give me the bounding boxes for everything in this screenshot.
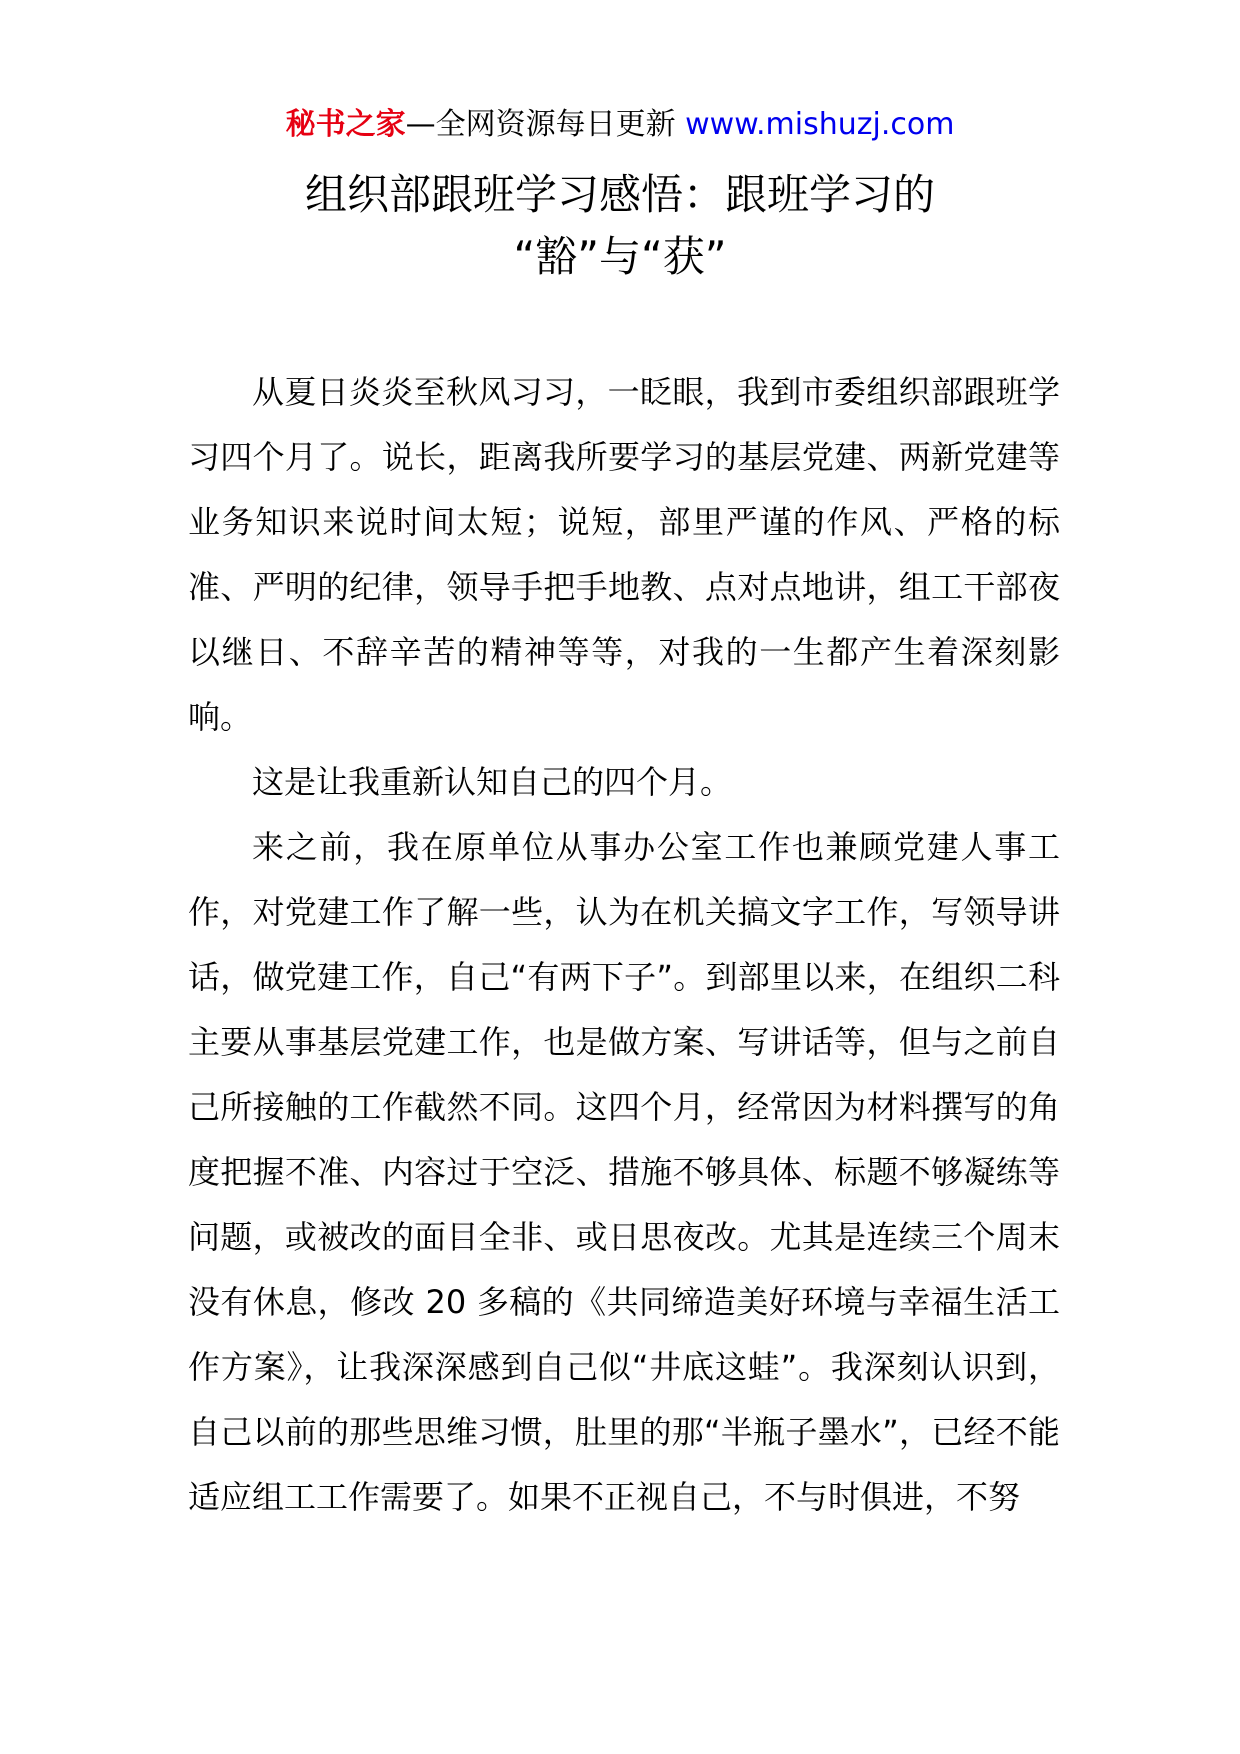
- site-header: [0, 100, 1240, 150]
- title-line-2: “豁”与“获”: [513, 232, 727, 281]
- paragraph-2: 这是让我重新认知自己的四个月。: [252, 763, 733, 801]
- brand-name: 秘书之家: [285, 107, 406, 142]
- paragraph-1: 从夏日炎炎至秋风习习，一眨眼，我到市委组织部跟班学习四个月了。说长，距离我所要学习的基层党建、两新党建等业务知识来说时间太短；说短，部里严谨的作风、严格的标准、严明的纪律，领导手把手地教、点对点地讲，组工干部夜以继日、不辞辛苦的精神等等，对我的一生都产生着深刻影响。: [188, 373, 1060, 736]
- title-line-1: 组织部跟班学习感悟：跟班学习的: [304, 170, 935, 219]
- paragraph-3: 来之前，我在原单位从事办公室工作也兼顾党建人事工作，对党建工作了解一些，认为在机关搞文字工作，写领导讲话，做党建工作，自己“有两下子”。到部里以来，在组织二科主要从事基层党建工作，也是做方案、写讲话等，但与之前自己所接触的工作截然不同。这四个月，经常因为材料撰写的角度把握不准、内容过于空泛、措施不够具体、标题不够凝练等问题，或被改的面目全非、或日思夜改。尤其是连续三个周末没有休息，修改 20 多稿的《共同缔造美好环境与幸福生活工作方案》，让我深深感到自己似“井底这蛙”。我深刻认识到，自己以前的那些思维习惯，肚里的那“半瓶子墨水”，已经不能适应组工工作需要了。如果不正视自己，不与时俱进，不努: [188, 828, 1060, 1516]
- site-url-link[interactable]: www.mishuzj.com: [685, 107, 955, 142]
- site-tagline: —全网资源每日更新: [405, 107, 676, 142]
- document-title: [0, 164, 1240, 288]
- document-body: [188, 360, 1060, 1530]
